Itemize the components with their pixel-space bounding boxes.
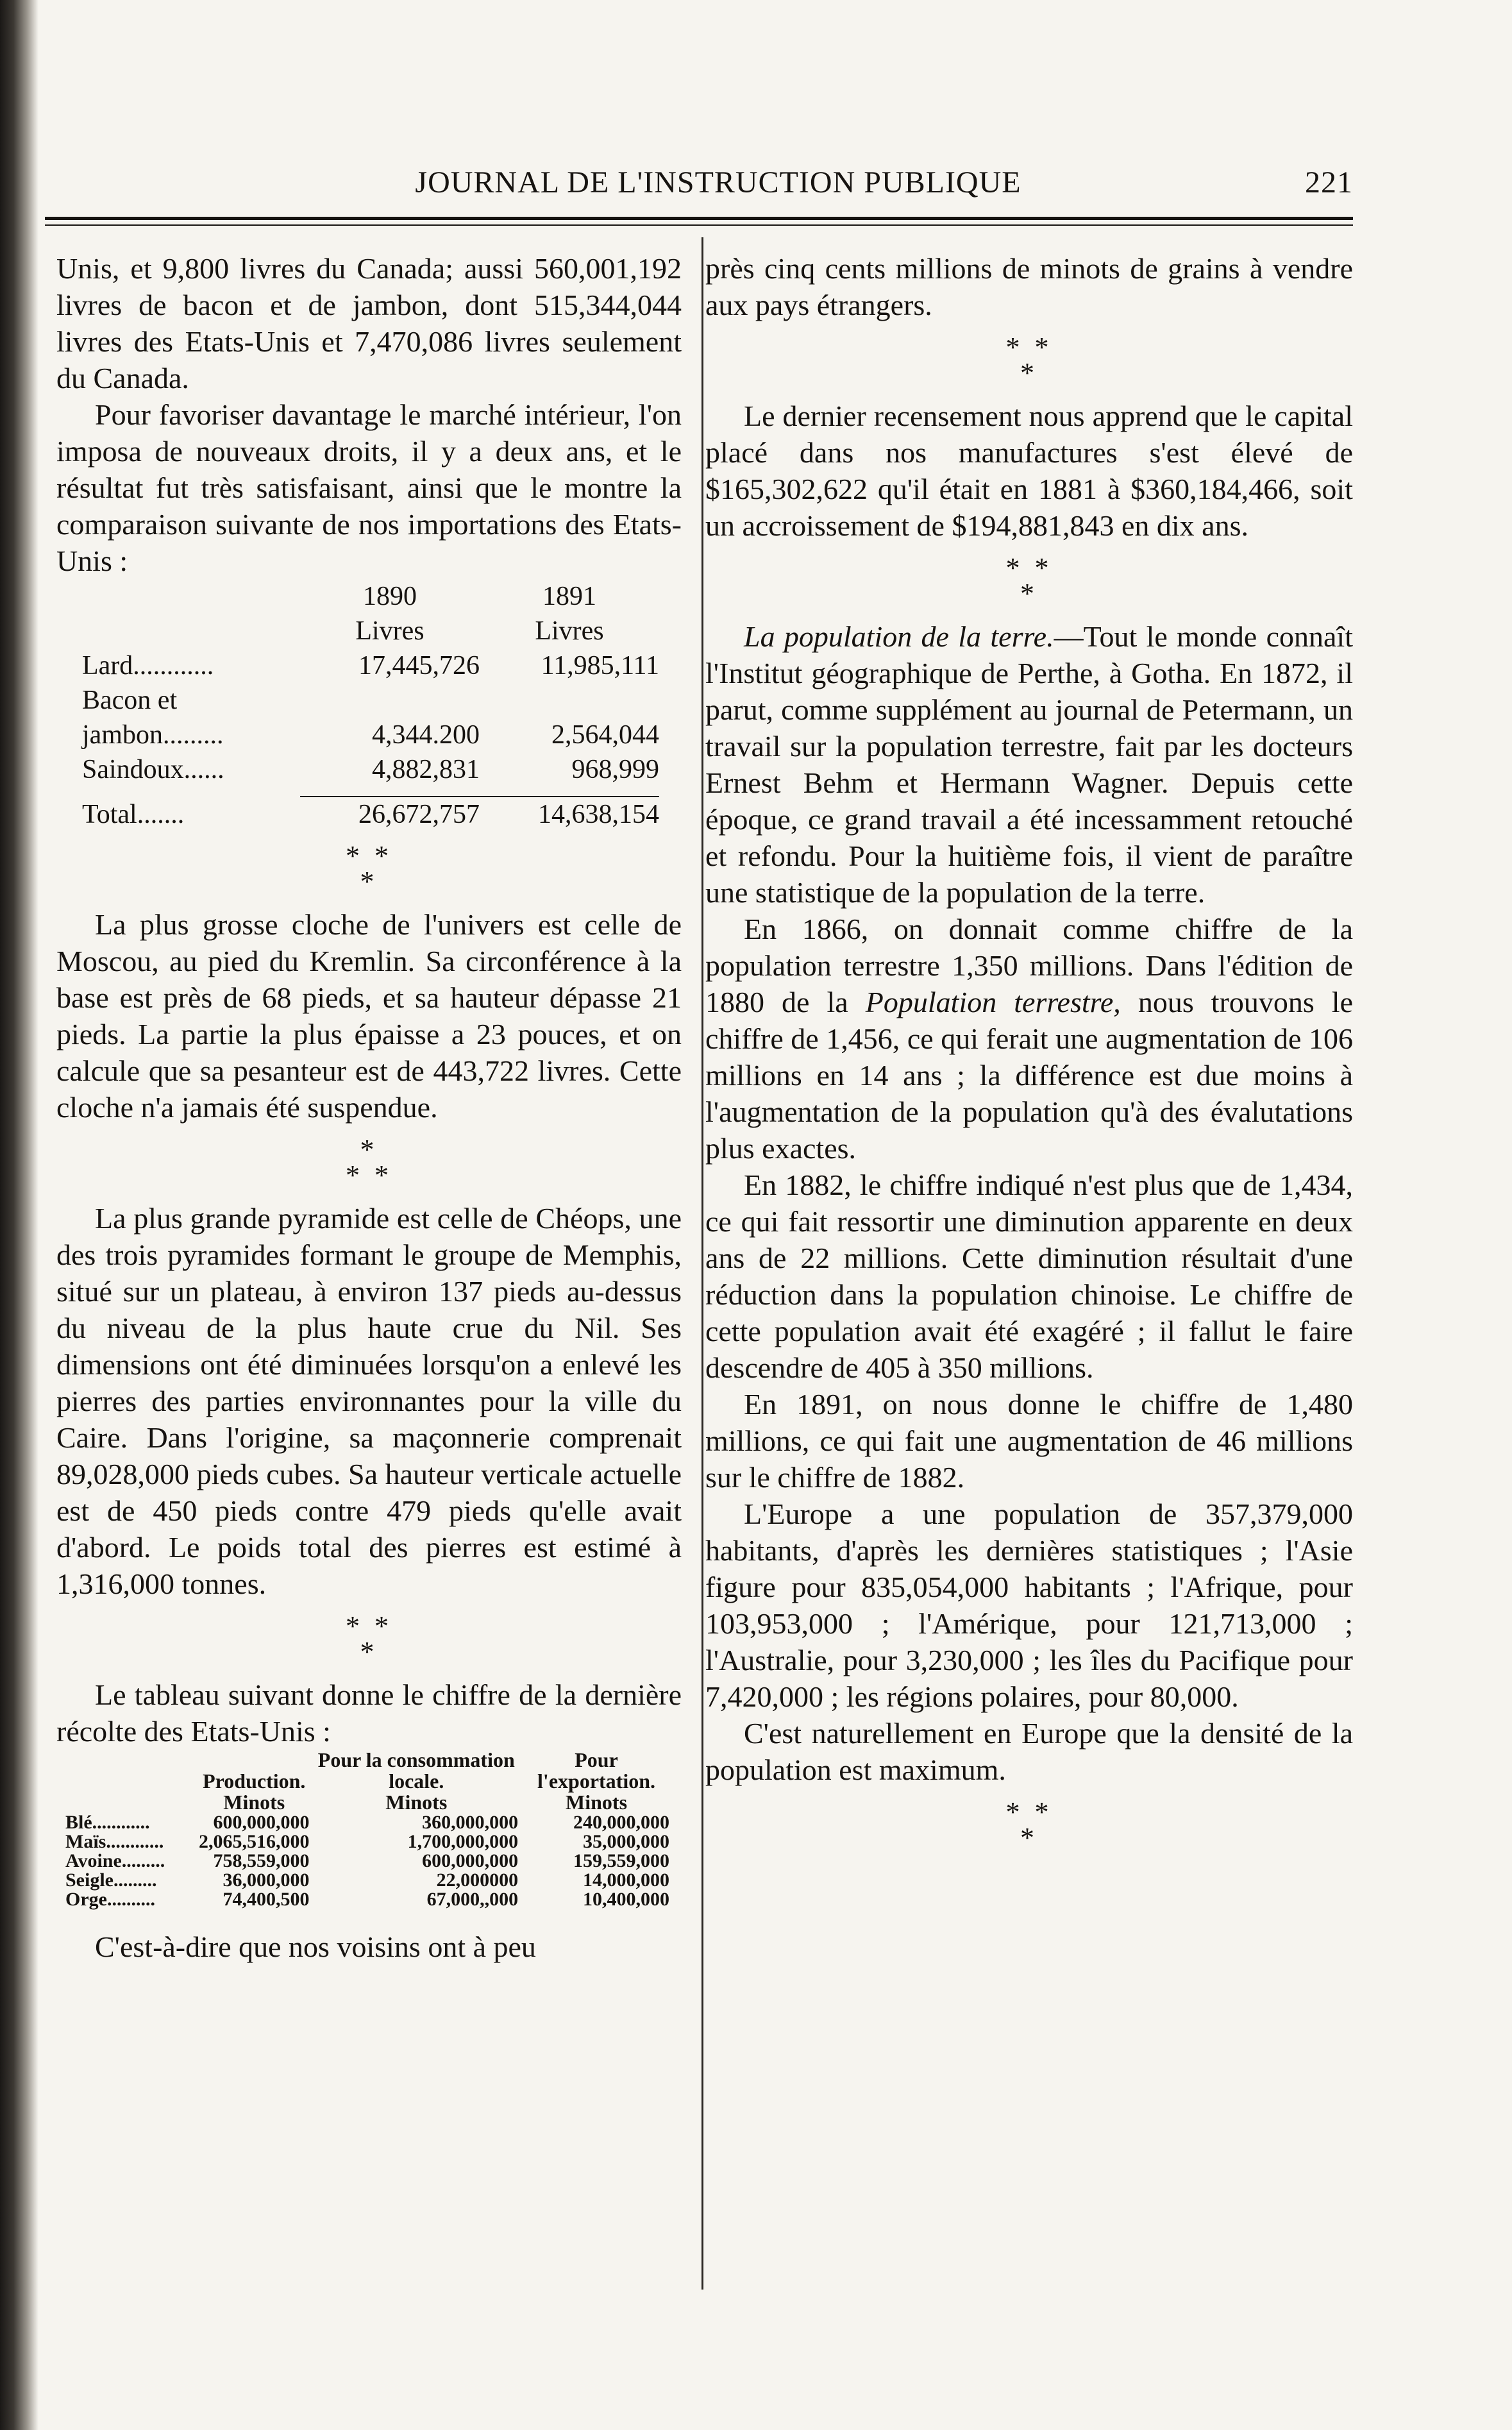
right-column bbox=[705, 250, 1353, 1862]
consommation-value: 600,000,000 bbox=[422, 1850, 519, 1871]
italic-title: Population terrestre, bbox=[865, 986, 1121, 1018]
paragraph-text: En 1866, on donnait comme chiffre de la population terrestre 1,350 millions. Dans l'édition de 1880 de la bbox=[705, 913, 1353, 1018]
total-1890: 26,672,757 bbox=[300, 797, 480, 832]
paragraph-voisins: C'est-à-dire que nos voisins ont à peu bbox=[95, 1930, 536, 1963]
paragraph-recensement: Le dernier recensement nous apprend que le capital placé dans nos manufactures s'est élevé de $165,302,622 qu'il était en 1881 à $360,184,466, soit un accroissement de $194,881,843 en dix ans. bbox=[705, 400, 1353, 542]
production-value: 600,000,000 bbox=[213, 1812, 310, 1833]
header-rule-thin bbox=[45, 224, 1353, 226]
exportation-value: 240,000,000 bbox=[573, 1812, 669, 1833]
table-row bbox=[82, 683, 659, 752]
journal-title: JOURNAL DE L'INSTRUCTION PUBLIQUE bbox=[415, 165, 1021, 199]
header-exportation: Pour l'exportation. bbox=[537, 1748, 656, 1793]
unit-minots: Minots bbox=[566, 1791, 628, 1814]
unit-minots: Minots bbox=[223, 1791, 285, 1814]
table-total-row bbox=[82, 797, 659, 832]
paragraph-continents: L'Europe a une population de 357,379,000 habitants, d'après les dernières statistiques ; l'Asie figure pour 835,054,000 habitants ; l'Afrique, pour 103,953,000 ; l'Amérique, pour 121,713,000 ; l'Australie, pour 3,230,000 ; les îles du Pacifique pour 7,420,000 ; les régions polaires, pour 80,000. bbox=[705, 1498, 1353, 1713]
unit-livres-2: Livres bbox=[535, 616, 604, 646]
crop-label: Blé............ bbox=[65, 1812, 150, 1833]
crop-label: Avoine......... bbox=[65, 1850, 165, 1871]
section-ornament: * * * bbox=[346, 1134, 392, 1191]
row-value-1890: 4,344.200 bbox=[372, 720, 480, 750]
crop-label: Maïs............ bbox=[65, 1831, 164, 1852]
paragraph-canada-bacon: Unis, et 9,800 livres du Canada; aussi 560,001,192 livres de bacon et de jambon, dont 515,344,044 livres des Etats-Unis et 7,470,086 livres seulement du Canada. bbox=[56, 252, 682, 394]
import-comparison-table bbox=[82, 579, 659, 832]
paragraph-marche-interieur: Pour favoriser davantage le marché intérieur, l'on imposa de nouveaux droits, il y a deux ans, et le résultat fut très satisfaisant, ainsi que le montre la comparaison suivante de nos importations des Etats-Unis : bbox=[56, 398, 682, 577]
table-row bbox=[63, 1813, 672, 1832]
table-row bbox=[63, 1871, 672, 1890]
total-label: Total....... bbox=[82, 800, 185, 829]
row-value-1890: 17,445,726 bbox=[358, 651, 480, 680]
paragraph-text: —Tout le monde connaît l'Institut géographique de Perthe, à Gotha. En 1872, il parut, comme supplément au journal de Petermann, un travail sur la population terrestre, fait par les docteurs Ernest Behm et Hermann Wagner. Depuis cette époque, ce grand travail a été incessamment retouché et refondu. Pour la huitième fois, il vient de paraître une statistique de la population de la terre. bbox=[705, 620, 1353, 909]
paragraph-europe-densite: C'est naturellement en Europe que la densité de la population est maximum. bbox=[705, 1717, 1353, 1786]
consommation-value: 67,000,,000 bbox=[426, 1889, 519, 1910]
running-header bbox=[83, 157, 1353, 215]
section-ornament: * * * bbox=[1005, 552, 1053, 609]
header-consommation: Pour la consommation locale. bbox=[317, 1748, 515, 1793]
row-value-1891: 968,999 bbox=[571, 755, 659, 784]
exportation-value: 14,000,000 bbox=[583, 1869, 669, 1891]
production-value: 36,000,000 bbox=[223, 1869, 310, 1891]
exportation-value: 159,559,000 bbox=[573, 1850, 669, 1871]
production-value: 758,559,000 bbox=[213, 1850, 310, 1871]
paragraph-pyramide-cheops: La plus grande pyramide est celle de Chéops, une des trois pyramides formant le groupe de Memphis, situé sur un plateau, à environ 137 pieds au-dessus du niveau de la plus haute crue du Nil. Ses dimensions ont été diminuées lorsqu'on a enlevé les pierres des parties environnantes pour la ville du Caire. Dans l'origine, sa maçonnerie comprenait 89,028,000 pieds cubes. Sa hauteur verticale actuelle est de 450 pieds contre 479 pieds qu'elle avait d'abord. Le poids total des pierres est estimé à 1,316,000 tonnes. bbox=[56, 1202, 682, 1600]
paragraph-text: nous trouvons le chiffre de 1,456, ce qui ferait une augmentation de 106 millions en 14 ans ; la différence est due moins à l'augmentation de la population qu'à des évalutations plus exactes. bbox=[705, 986, 1354, 1165]
paragraph-1882: En 1882, le chiffre indiqué n'est plus que de 1,434, ce qui fait ressortir une diminution apparente en deux ans de 22 millions. Cette diminution résultait d'une réduction dans la population chinoise. Le chiffre de cette population avait été exagéré ; il fallut le faire descendre de 405 à 350 millions. bbox=[705, 1169, 1353, 1384]
table-row bbox=[63, 1890, 672, 1909]
paragraph-cloche-moscou: La plus grosse cloche de l'univers est celle de Moscou, au pied du Kremlin. Sa circonférence à la base est près de 68 pieds, et sa hauteur dépasse 21 pieds. La partie la plus épaisse a 23 pouces, et on calcule que sa pesanteur est de 443,722 livres. Cette cloche n'a jamais été suspendue. bbox=[56, 908, 682, 1124]
paragraph-minots-grains: près cinq cents millions de minots de grains à vendre aux pays étrangers. bbox=[705, 252, 1353, 321]
book-spine-shadow bbox=[0, 0, 38, 2430]
paragraph-recolte-intro: Le tableau suivant donne le chiffre de la dernière récolte des Etats-Unis : bbox=[56, 1678, 682, 1748]
section-ornament: * * * bbox=[346, 840, 392, 897]
unit-minots: Minots bbox=[385, 1791, 448, 1814]
section-ornament: * * * bbox=[1005, 1796, 1053, 1853]
header-production: Production. bbox=[203, 1769, 306, 1793]
unit-livres-1: Livres bbox=[355, 616, 424, 646]
page-number: 221 bbox=[1305, 165, 1353, 199]
section-ornament: * * * bbox=[1005, 332, 1053, 389]
consommation-value: 360,000,000 bbox=[422, 1812, 519, 1833]
row-label: Bacon et jambon......... bbox=[82, 686, 224, 750]
header-rule-thick bbox=[45, 217, 1353, 220]
paragraph-1891: En 1891, on nous donne le chiffre de 1,480 millions, ce qui fait une augmentation de 46 millions sur le chiffre de 1882. bbox=[705, 1388, 1353, 1494]
production-value: 74,400,500 bbox=[223, 1889, 310, 1910]
harvest-table bbox=[63, 1750, 672, 1909]
table-row bbox=[82, 648, 659, 683]
column-divider bbox=[701, 237, 703, 2290]
left-column bbox=[56, 250, 682, 1965]
row-value-1891: 11,985,111 bbox=[541, 651, 659, 680]
section-title-population: La population de la terre. bbox=[744, 620, 1054, 653]
year-1891: 1891 bbox=[542, 582, 596, 611]
paragraph-1866 bbox=[705, 911, 1353, 1167]
consommation-value: 1,700,000,000 bbox=[407, 1831, 519, 1852]
row-value-1891: 2,564,044 bbox=[551, 720, 659, 750]
exportation-value: 35,000,000 bbox=[583, 1831, 669, 1852]
row-value-1890: 4,882,831 bbox=[372, 755, 480, 784]
table-row bbox=[63, 1852, 672, 1871]
exportation-value: 10,400,000 bbox=[583, 1889, 669, 1910]
production-value: 2,065,516,000 bbox=[199, 1831, 310, 1852]
row-label: Lard............ bbox=[82, 651, 214, 680]
year-1890: 1890 bbox=[363, 582, 417, 611]
section-ornament: * * * bbox=[346, 1610, 392, 1667]
total-1891: 14,638,154 bbox=[480, 797, 659, 832]
consommation-value: 22,000000 bbox=[436, 1869, 519, 1891]
table-row bbox=[63, 1832, 672, 1852]
crop-label: Orge.......... bbox=[65, 1889, 155, 1910]
crop-label: Seigle......... bbox=[65, 1869, 157, 1891]
table-row bbox=[82, 752, 659, 787]
paragraph-population-terre bbox=[705, 618, 1353, 911]
row-label: Saindoux...... bbox=[82, 755, 224, 784]
